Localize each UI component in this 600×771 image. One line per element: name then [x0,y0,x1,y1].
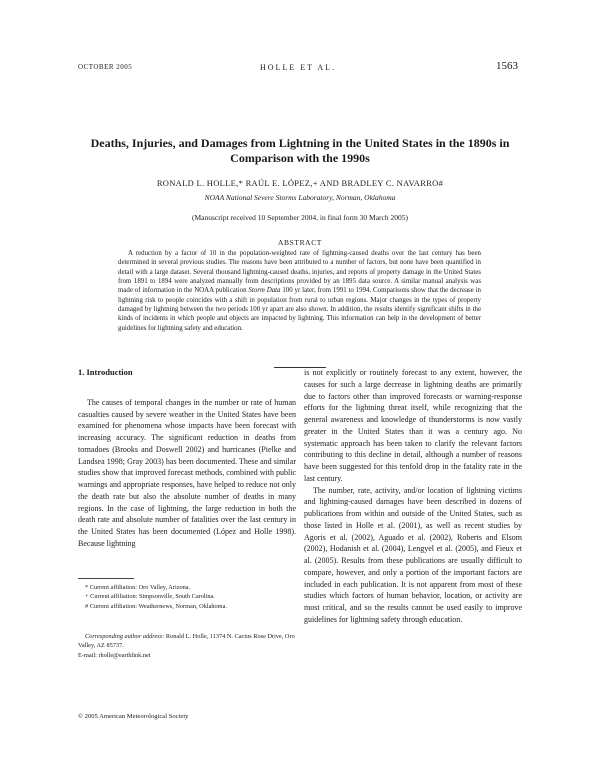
copyright-notice: © 2005 American Meteorological Society [78,713,189,720]
intro-paragraph-1-continued: is not explicitly or routinely forecast to any extent, however, the causes for such a large decrease in lightning deaths are primarily due to factors other than improved forecasts or warning-response efforts for the lightning threat itself, while recognizing that the general awareness and knowledge of thunderstorms is now vastly greater in the United States than it was a century ago. No systematic approach has been taken to clarify the relevant factors contributing to this decline in detail, although a number of reasons have been suggested for this tenfold drop in the fatality rate in the last century. [304,368,522,483]
abstract-body [118,249,481,333]
page-number: 1563 [496,60,518,72]
footnote-item: # Current affiliation: Weathernews, Norman, Oklahoma. [85,602,227,610]
abstract-text-part1: A reduction by a factor of 10 in the population-weighted rate of lightning-caused deaths over the last century has been determined in several previous studies. The reasons have been attributed to a number of factors, but none have been quantified in detail with a large dataset. Several thousand lightning-caused deaths, injuries, and reports of property damage in the United States from 1891 to 1894 were analyzed manually from descriptions provided by an 1895 data source. A similar manual analysis was made of information in the NOAA publication [118,250,481,295]
abstract-text-part2: 100 yr later, from 1991 to 1994. Comparisons show that the decrease in lightning risk to people coincides with a shift in population from rural to urban regions. Major changes in the types of property damaged by lightning between the two periods 100 yr apart are also shown. In addition, the results identify significant shifts in the kinds of incidents in which people and objects are impacted by lightning. This information can help in the development of better guidelines for lightning safety and education. [118,287,482,332]
manuscript-dates: (Manuscript received 10 September 2004, in final form 30 March 2005) [192,213,408,222]
footnote-item: * Current affiliation: Oro Valley, Arizona. [85,584,191,591]
abstract-heading: ABSTRACT [278,238,322,247]
left-column [78,367,296,550]
author-list: RONALD L. HOLLE,* RAÚL E. LÓPEZ,+ AND BRADLEY C. NAVARRO# [156,178,444,188]
abstract-italic-publication: Storm Data [248,287,281,295]
article-title: Deaths, Injuries, and Damages from Lightning in the United States in the 1890s in Comparison with the 1990s [90,136,510,165]
footnotes [78,583,298,611]
running-header-authors: HOLLE ET AL. [260,63,337,72]
corresponding-label: Corresponding author address: [85,633,165,640]
footnote-rule [78,578,134,579]
intro-paragraph-1: The causes of temporal changes in the number or rate of human casualties caused by severe weather in the United States have been examined for phenomena whose impacts have been forecast with increasing accuracy. The significant reduction in deaths from tornadoes (Brooks and Doswell 2002) and hurricanes (Pielke and Landsea 1998; Gray 2003) has been documented. These and similar studies show that improved forecast methods, combined with public warnings and appropriate responses, have helped to reduce not only the death rate but also the absolute number of deaths in many regions. In the case of lightning, the large reduction in both the death rate and absolute number of fatalities over the last century in the United States has been documented (López and Holle 1998). Because lightning [78,397,296,548]
corresponding-author [78,632,298,660]
introduction-heading: 1. Introduction [78,367,133,377]
right-column [304,367,522,626]
footnote-item: + Current affiliation: Simpsonville, South Carolina. [85,593,215,601]
corresponding-email[interactable]: E-mail: rholle@earthlink.net [78,651,151,659]
intro-paragraph-2: The number, rate, activity, and/or location of lightning victims and lightning-caused damages have been described in dozens of publications from within and outside of the United States, such as those listed in Holle et al. (2001), as well as recent studies by Agoris et al. (2002), Aguado et al. (2002), Roberts and Elsom (2002), Hodanish et al. (2004), Lengyel et al. (2005), and Fieux et al. (2005). Results from these publications are usually difficult to compare, however, and only a portion of the important factors are included in each publication. It is not apparent from most of these studies which factors of human behavior, location, or activity are most critical, and so the results cannot be used easily to improve guidelines for lightning safety through education. [304,485,522,624]
running-header-date: OCTOBER 2005 [78,63,133,71]
author-affiliation: NOAA National Severe Storms Laboratory, Norman, Oklahoma [204,193,396,202]
corresponding-address: Ronald L. Holle, 11374 N. Cactus Rose Drive, Oro Valley, AZ 85737. [78,633,295,650]
